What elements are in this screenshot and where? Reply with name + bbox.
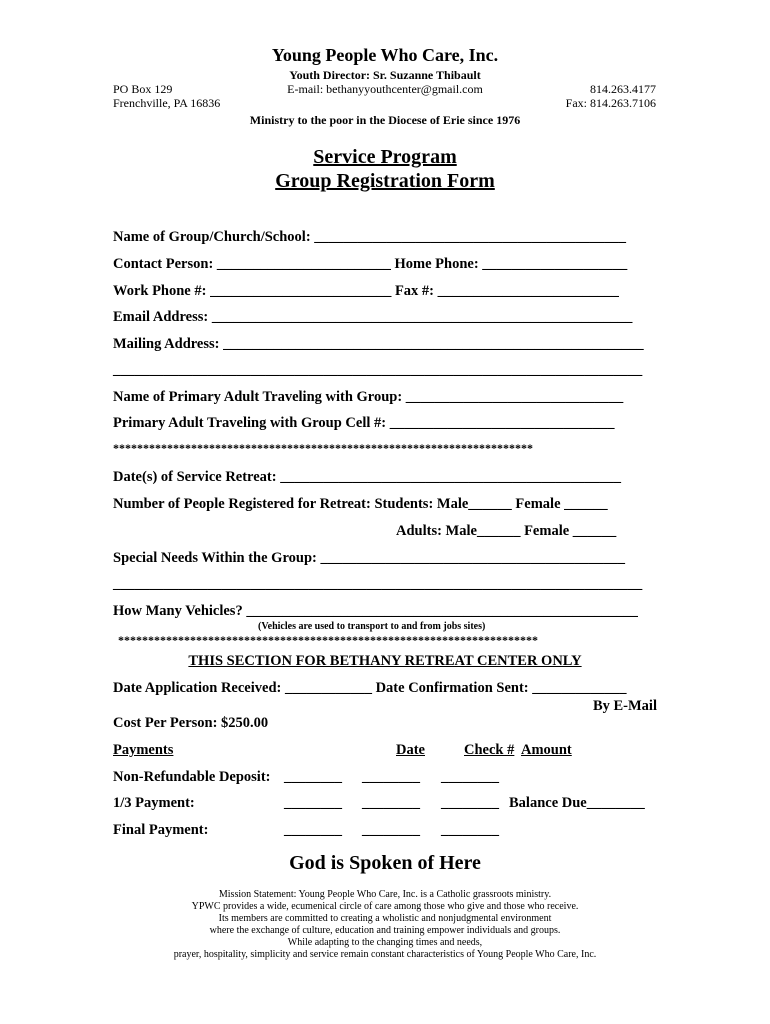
date-received-field[interactable]: Date Application Received: ____________ Date Confirmation Sent: _____________ xyxy=(113,680,627,696)
balance-due-field[interactable]: Balance Due________ xyxy=(509,795,645,811)
work-phone-field[interactable]: Work Phone #: _________________________ Fax #: _________________________ xyxy=(113,283,619,299)
mission-line-1: Mission Statement: Young People Who Care, Inc. is a Catholic grassroots ministry. xyxy=(218,889,552,900)
deposit-date-blank[interactable]: ________ xyxy=(362,769,420,785)
form-title-line-2: Group Registration Form xyxy=(275,170,495,192)
org-phone: 814.263.4177 xyxy=(590,82,656,96)
special-needs-field[interactable]: Special Needs Within the Group: __________________________________________ xyxy=(113,550,625,566)
special-needs-continued[interactable]: _________________________________________________________________________ xyxy=(113,576,643,592)
separator-stars-2: ********************************************************************** xyxy=(118,633,538,647)
cost-per-person: Cost Per Person: $250.00 xyxy=(113,715,269,731)
ministry-statement: Ministry to the poor in the Diocese of Erie since 1976 xyxy=(249,113,521,127)
final-date-blank[interactable]: ________ xyxy=(362,822,420,838)
deposit-amount-blank[interactable]: ________ xyxy=(284,769,342,785)
final-amount-blank[interactable]: ________ xyxy=(284,822,342,838)
adults-count-field[interactable]: Adults: Male______ Female ______ xyxy=(396,523,617,539)
address-line-1: PO Box 129 xyxy=(113,82,173,96)
deposit-check-blank[interactable]: ________ xyxy=(441,769,499,785)
vehicles-field[interactable]: How Many Vehicles? ______________________________________________________ xyxy=(113,603,638,619)
org-email[interactable]: E-mail: bethanyyouthcenter@gmail.com xyxy=(287,82,483,96)
people-registered-field[interactable]: Number of People Registered for Retreat: Students: Male______ Female ______ xyxy=(113,496,608,512)
check-header: Check # xyxy=(464,742,515,758)
final-check-blank[interactable]: ________ xyxy=(441,822,499,838)
primary-adult-cell-field[interactable]: Primary Adult Traveling with Group Cell #: _______________________________ xyxy=(113,415,615,431)
mission-line-6: prayer, hospitality, simplicity and service remain constant characteristics of Young People Who Care, Inc. xyxy=(173,949,597,960)
third-payment-label: 1/3 Payment: xyxy=(113,795,195,811)
amount-header: Amount xyxy=(521,742,572,758)
by-email-label: By E-Mail xyxy=(592,698,657,714)
youth-director: Youth Director: Sr. Suzanne Thibault xyxy=(289,68,481,82)
mission-line-5: While adapting to the changing times and needs, xyxy=(287,937,483,948)
email-address-field[interactable]: Email Address: __________________________________________________________ xyxy=(113,309,633,325)
mission-line-2: YPWC provides a wide, ecumenical circle of care among those who give and those who receive. xyxy=(191,901,579,912)
primary-adult-field[interactable]: Name of Primary Adult Traveling with Group: ______________________________ xyxy=(113,389,624,405)
contact-person-field[interactable]: Contact Person: ________________________ Home Phone: ____________________ xyxy=(113,256,628,272)
date-header: Date xyxy=(396,742,425,758)
org-fax: Fax: 814.263.7106 xyxy=(565,96,656,110)
third-date-blank[interactable]: ________ xyxy=(362,795,420,811)
office-section-heading: THIS SECTION FOR BETHANY RETREAT CENTER ONLY xyxy=(188,653,582,669)
separator-stars: ********************************************************************** xyxy=(113,441,533,455)
deposit-label: Non-Refundable Deposit: xyxy=(113,769,271,785)
org-name: Young People Who Care, Inc. xyxy=(271,45,499,65)
mission-line-3: Its members are committed to creating a wholistic and nonjudgmental environment xyxy=(218,913,552,924)
group-name-field[interactable]: Name of Group/Church/School: ___________________________________________ xyxy=(113,229,627,245)
third-check-blank[interactable]: ________ xyxy=(441,795,499,811)
form-title-line-1: Service Program xyxy=(313,146,457,168)
address-line-2: Frenchville, PA 16836 xyxy=(113,96,221,110)
slogan: God is Spoken of Here xyxy=(289,852,481,874)
payments-header: Payments xyxy=(113,742,174,758)
vehicles-note: (Vehicles are used to transport to and from jobs sites) xyxy=(258,621,486,632)
final-payment-label: Final Payment: xyxy=(113,822,209,838)
mailing-address-continued[interactable]: _________________________________________________________________________ xyxy=(113,362,643,378)
mailing-address-field[interactable]: Mailing Address: __________________________________________________________ xyxy=(113,336,644,352)
mission-line-4: where the exchange of culture, education and training empower individuals and groups. xyxy=(209,925,561,936)
service-dates-field[interactable]: Date(s) of Service Retreat: _______________________________________________ xyxy=(113,469,621,485)
third-amount-blank[interactable]: ________ xyxy=(284,795,342,811)
